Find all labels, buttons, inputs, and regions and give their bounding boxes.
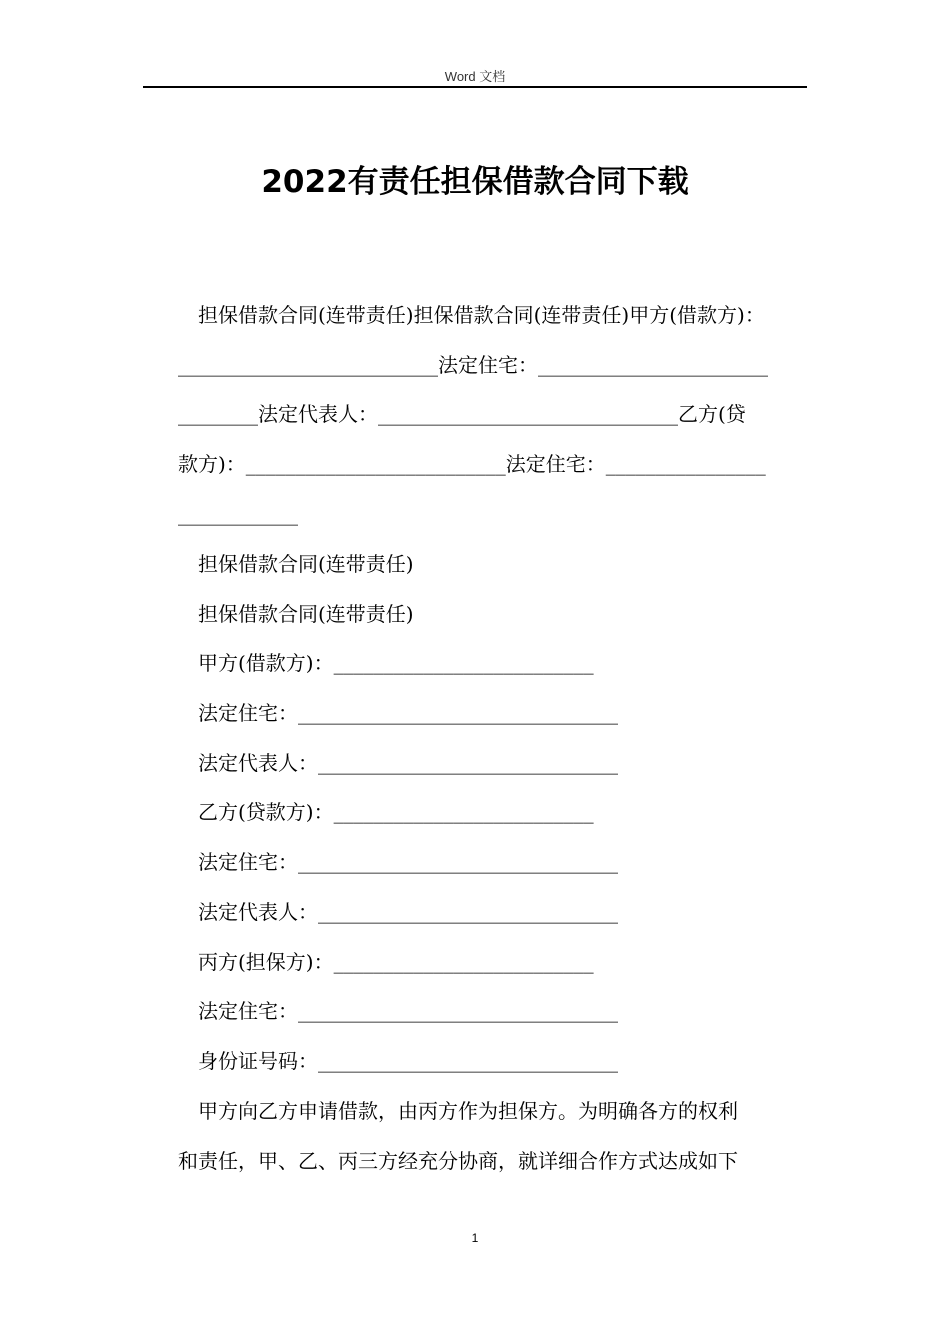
form-field-line: 法定住宅：________________________________: [198, 850, 618, 874]
page-number: 1: [471, 1231, 479, 1245]
paragraph-line: ________法定代表人：______________________________乙方(贷: [178, 402, 746, 426]
document-title: 2022有责任担保借款合同下载: [261, 164, 689, 200]
form-field-line: 法定代表人：______________________________: [198, 900, 618, 924]
form-field-line: 身份证号码：______________________________: [198, 1049, 618, 1073]
form-field-line: 法定住宅：________________________________: [198, 999, 618, 1023]
page-header: Word 文档: [444, 69, 506, 84]
paragraph-line: __________________________法定住宅：_______________________: [178, 353, 768, 377]
text-line: 担保借款合同(连带责任): [198, 602, 414, 626]
form-field-line: 法定住宅：________________________________: [198, 701, 618, 725]
form-field-line: 法定代表人：______________________________: [198, 751, 618, 775]
form-field-line: 甲方(借款方)：__________________________: [198, 651, 594, 675]
header-divider: [143, 86, 807, 88]
paragraph-line: 甲方向乙方申请借款，由丙方作为担保方。为明确各方的权利: [198, 1099, 738, 1123]
form-field-line: 丙方(担保方)：__________________________: [198, 950, 594, 974]
paragraph-line: ____________: [178, 502, 298, 526]
paragraph-line: 和责任，甲、乙、丙三方经充分协商，就详细合作方式达成如下: [178, 1149, 738, 1173]
paragraph-line: 款方)：__________________________法定住宅：________________: [178, 452, 766, 476]
paragraph-line: 担保借款合同(连带责任)担保借款合同(连带责任)甲方(借款方)：: [198, 303, 765, 327]
text-line: 担保借款合同(连带责任): [198, 552, 414, 576]
form-field-line: 乙方(贷款方)：__________________________: [198, 800, 594, 824]
